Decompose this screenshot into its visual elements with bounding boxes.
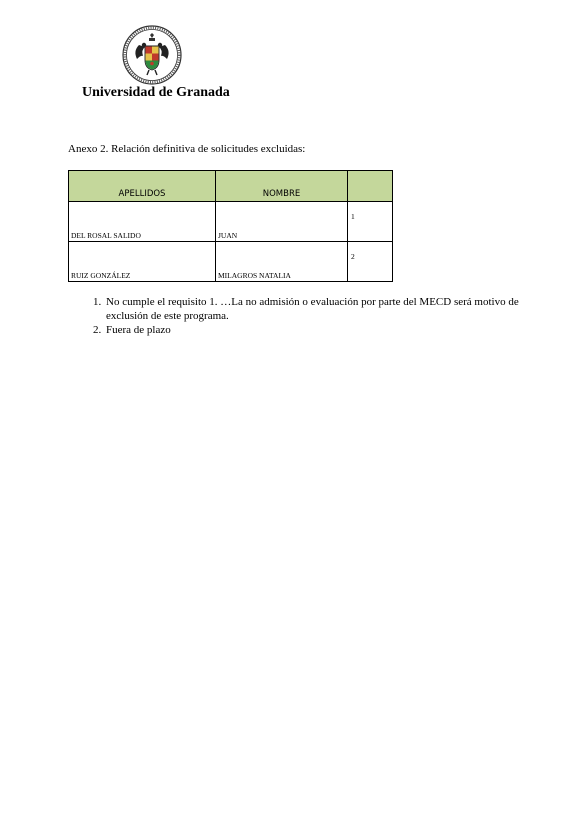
excluded-applications-table xyxy=(68,170,393,282)
cell-nombre: MILAGROS NATALIA xyxy=(216,242,348,282)
cell-apellidos: RUIZ GONZÁLEZ xyxy=(69,242,216,282)
list-item: 1. No cumple el requisito 1. …La no admisión o evaluación por parte del MECD será motivo de exclusión de este programa. xyxy=(104,295,534,323)
list-item: 2. Fuera de plazo xyxy=(104,323,534,337)
exclusion-reasons-list xyxy=(84,295,534,337)
university-seal-icon xyxy=(121,24,183,86)
column-header-nombre: NOMBRE xyxy=(216,171,348,202)
institution-name: Universidad de Granada xyxy=(82,85,230,100)
table-header-row xyxy=(69,171,393,202)
cell-motivo: 1 xyxy=(348,202,393,242)
annex-title: Anexo 2. Relación definitiva de solicitudes excluidas: xyxy=(68,143,306,155)
table-row xyxy=(69,202,393,242)
cell-apellidos: DEL ROSAL SALIDO xyxy=(69,202,216,242)
column-header-motivo xyxy=(348,171,393,202)
cell-motivo: 2 xyxy=(348,242,393,282)
cell-nombre: JUAN xyxy=(216,202,348,242)
column-header-apellidos: APELLIDOS xyxy=(69,171,216,202)
table-row xyxy=(69,242,393,282)
